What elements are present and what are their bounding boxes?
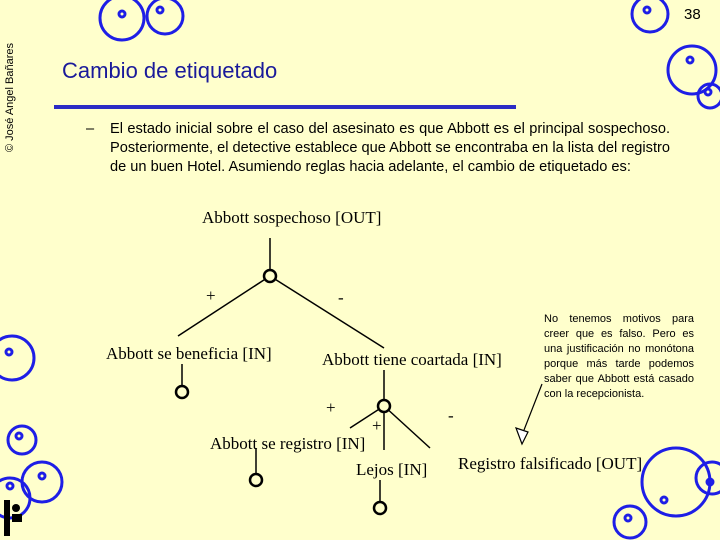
node-abbott-registro: Abbott se registro [IN]: [210, 434, 366, 453]
edge-top-right: [270, 276, 384, 348]
node-abbott-beneficia: Abbott se beneficia [IN]: [106, 344, 272, 363]
bubble: [157, 7, 163, 13]
bubble: [0, 336, 34, 380]
node-lejos: Lejos [IN]: [356, 460, 428, 479]
bubble: [644, 7, 650, 13]
bubble: [8, 426, 36, 454]
bubble: [16, 433, 22, 439]
bubble: [625, 515, 631, 521]
sign-top-minus: -: [338, 288, 344, 307]
bubble: [661, 497, 667, 503]
bullet-dash: –: [86, 121, 95, 137]
sign-mid-minus: -: [448, 406, 454, 425]
justification-node-lejos: [374, 502, 386, 514]
copyright-text: © José Angel Bañares: [4, 42, 16, 152]
sign-mid-plus-left: +: [326, 398, 336, 417]
sign-top-plus: +: [206, 286, 216, 305]
bubble: [668, 46, 716, 94]
title-underline: [54, 105, 516, 109]
bubble: [39, 473, 45, 479]
page-number: 38: [684, 6, 701, 23]
note-arrow: [516, 384, 542, 444]
bubble: [705, 89, 711, 95]
bubble: [642, 448, 710, 516]
node-abbott-coartada: Abbott tiene coartada [IN]: [322, 350, 502, 369]
bubble: [22, 462, 62, 502]
body-text: El estado inicial sobre el caso del asesinato es que Abbott es el principal sospechoso. Posteriormente, el detective establece que Abbott se encontraba en la lista del registro de un buen Hotel. Asumiendo reglas hacia adelante, el cambio de etiquetado es:: [110, 121, 670, 175]
bubble: [147, 0, 183, 34]
bubble: [119, 11, 125, 17]
presenter-icon: [4, 500, 22, 536]
slide-title: Cambio de etiquetado: [62, 58, 278, 83]
node-abbott-sospechoso: Abbott sospechoso [OUT]: [202, 208, 382, 227]
annotation-note: No tenemos motivos para creer que es falso. Pero es una justificación no monótona porque más tarde podemos saber que Abbott está casado con la recepcionista.: [544, 313, 694, 400]
justification-node-mid: [378, 400, 390, 412]
node-registro-falsificado: Registro falsificado [OUT]: [458, 454, 643, 473]
bubble: [100, 0, 144, 40]
body-paragraph: [86, 120, 670, 177]
sign-mid-plus-right: +: [372, 416, 382, 435]
justification-node-top: [264, 270, 276, 282]
bubble: [6, 349, 12, 355]
bubble: [632, 0, 668, 32]
edge-top-left: [178, 276, 270, 336]
bubble: [687, 57, 693, 63]
edge-mid-right: [384, 406, 430, 448]
justification-node-registro: [250, 474, 262, 486]
justification-node-beneficia: [176, 386, 188, 398]
bubble: [7, 483, 13, 489]
